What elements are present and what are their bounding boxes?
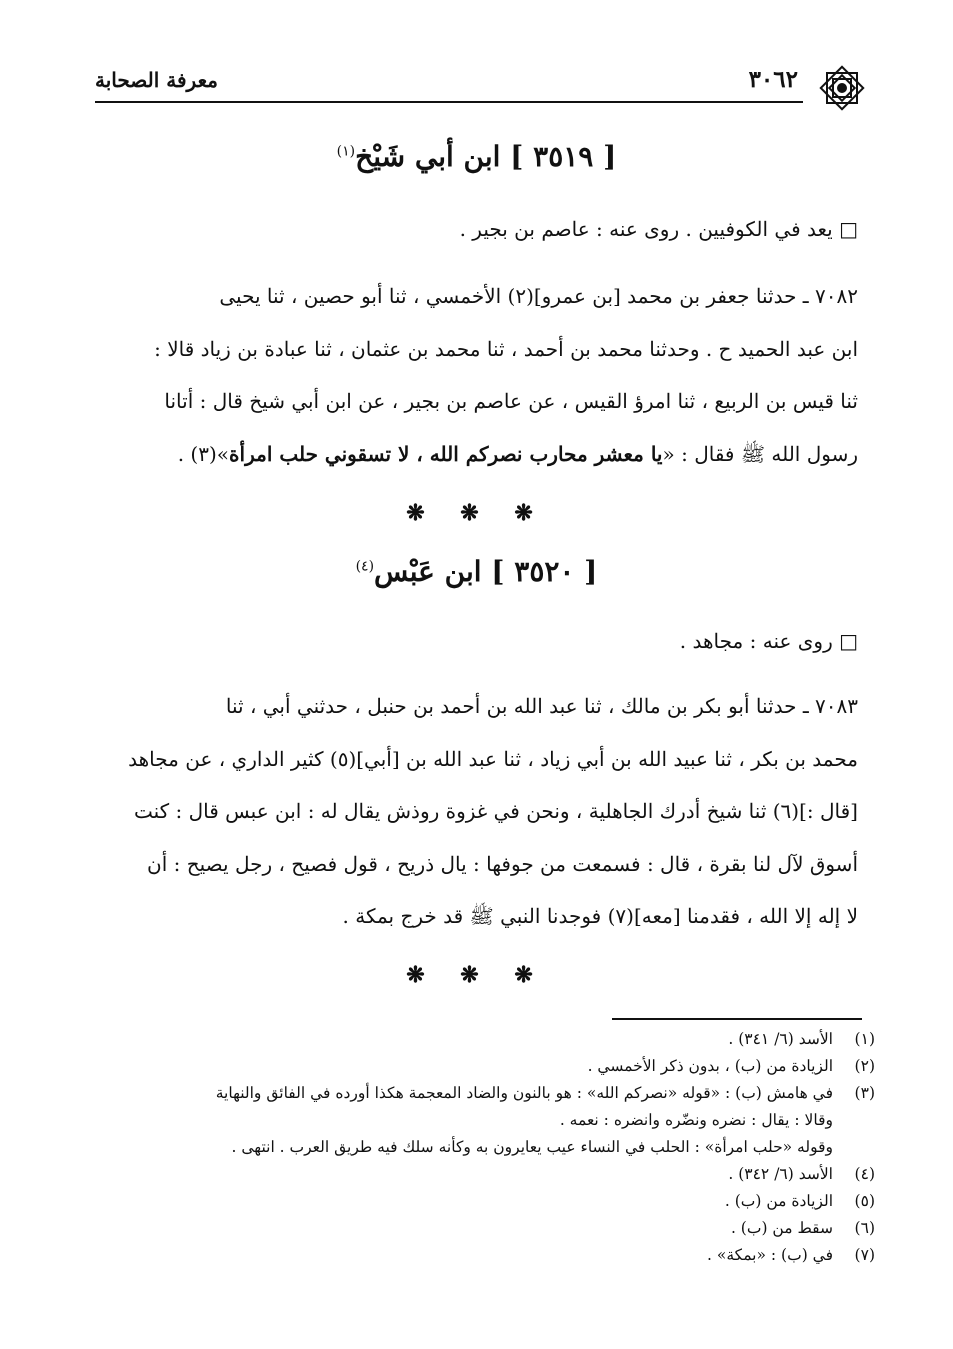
entry-name: ابن عَبْس (374, 555, 482, 588)
entry-title (0, 140, 953, 173)
entry-name: ابن أبي شَيْخ (355, 140, 501, 173)
footnote-number: (٢) (854, 1057, 875, 1075)
octagram-ornament-icon (816, 62, 868, 114)
footnote (100, 1161, 875, 1188)
footnote-text-continued: وقالا : يقال : نضره ونضّره وانضره : نعمه . (559, 1111, 833, 1129)
entry-number: [ ٣٥١٩ ] (510, 140, 617, 173)
footnote-number: (٣) (854, 1084, 875, 1102)
hadith-line: لا إله إلا الله ، فقدمنا [معه](٧) فوجدنا النبي ﷺ قد خرج بمكة . (342, 904, 858, 928)
hadith-text (100, 680, 858, 943)
footnote (100, 1080, 875, 1161)
hadith-text (100, 270, 858, 480)
footnote (100, 1053, 875, 1080)
footnote-rule (612, 1018, 862, 1020)
footnote-number: (٥) (854, 1192, 875, 1210)
hadith-text-pre: رسول الله ﷺ فقال : « (662, 441, 858, 466)
footnote-text-continued: وقوله «حلب امرأة» : الحلب في النساء عيب يعايرون به وكأنه سلك فيه طريق العرب . انتهى . (231, 1138, 833, 1156)
hadith-line: ٧٠٨٢ ـ حدثنا جعفر بن محمد [بن عمرو](٢) الأخمسي ، ثنا أبو حصين ، ثنا يحيى (219, 284, 858, 308)
footnote-text: الزيادة من (ب) . (724, 1192, 833, 1210)
footnote (100, 1242, 875, 1269)
hadith-line: ٧٠٨٣ ـ حدثنا أبو بكر بن مالك ، ثنا عبد الله بن أحمد بن حنبل ، حدثني أبي ، ثنا (225, 694, 858, 718)
entry-title (0, 555, 953, 588)
section-separator: ❋ ❋ ❋ (406, 500, 547, 526)
hadith-line: محمد بن بكر ، ثنا عبيد الله بن أبي زياد ، ثنا عبد الله بن [أبي](٥) كثير الداري ، عن مجاهد (128, 746, 858, 771)
footnote-number: (٤) (854, 1165, 875, 1183)
entry-intro: □ يعد في الكوفيين . روى عنه : عاصم بن بجير . (459, 217, 858, 241)
hadith-line: ثنا قيس بن الربيع ، ثنا امرؤ القيس ، عن عاصم بن بجير ، عن ابن أبي شيخ قال : أتانا (164, 389, 858, 413)
running-title: معرفة الصحابة (95, 68, 218, 92)
footnote-number: (٧) (854, 1246, 875, 1264)
footnote-text: الأسد (٦/ ٣٤١) . (728, 1030, 833, 1048)
footnote-ref: (١) (336, 143, 356, 160)
entry-number: [ ٣٥٢٠ ] (491, 555, 598, 588)
footnote-number: (١) (854, 1030, 875, 1048)
footnote (100, 1188, 875, 1215)
footnotes (100, 1026, 875, 1269)
header-rule (95, 101, 803, 103)
footnote (100, 1026, 875, 1053)
prophetic-quote: يا معشر محارب نصركم الله ، لا تسقوني حلب امرأة (229, 441, 663, 466)
hadith-line (100, 428, 858, 481)
footnote-text: الأسد (٦/ ٣٤٢) . (728, 1165, 833, 1183)
footnote-number: (٦) (854, 1219, 875, 1237)
hadith-line: ابن عبد الحميد ح . وحدثنا محمد بن أحمد ، ثنا محمد بن عثمان ، ثنا عبادة بن زياد قالا : (154, 336, 858, 361)
entry-intro: □ روى عنه : مجاهد . (679, 629, 858, 653)
hadith-line: [قال :](٦) ثنا شيخ أدرك الجاهلية ، ونحن في غزوة روذش يقال له : ابن عبس قال : كنت (133, 799, 858, 823)
footnote-text: سقط من (ب) . (730, 1219, 833, 1237)
footnote-text: في (ب) : «بمكة» . (707, 1246, 833, 1264)
footnote-text: الزيادة من (ب) ، بدون ذكر الأخمسي . (587, 1057, 833, 1075)
hadith-text-post: »(٣) . (177, 441, 230, 466)
hadith-line: أسوق لآل لنا بقرة ، قال : فسمعت من جوفها : يال ذريح ، قول فصيح ، رجل يصيح : أن (147, 851, 858, 876)
footnote-ref: (٤) (355, 558, 375, 575)
page-header (95, 62, 858, 102)
footnote-text: في هامش (ب) : «قوله «نصركم الله» : هو بالنون والضاد المعجمة هكذا أورده في الفائق والنهاية (215, 1084, 833, 1102)
section-separator: ❋ ❋ ❋ (406, 962, 547, 988)
page-number: ٣٠٦٢ (748, 66, 798, 93)
footnote (100, 1215, 875, 1242)
